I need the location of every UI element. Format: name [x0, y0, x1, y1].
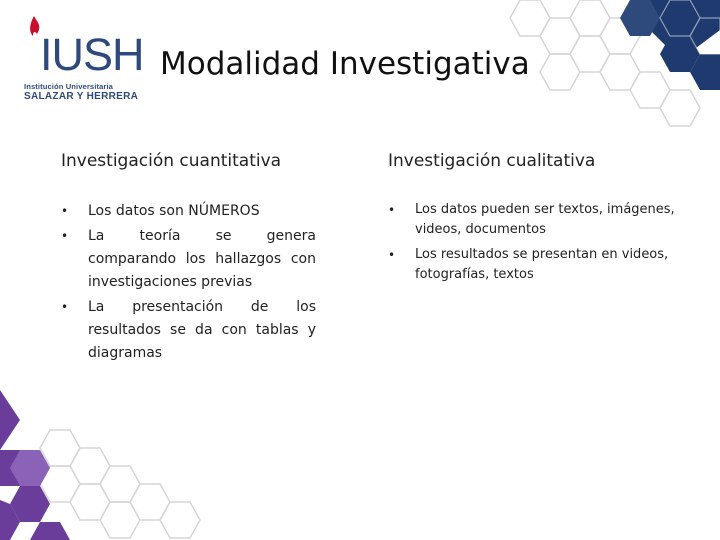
list-item-text: La presentación de los resultados se da con tablas y diagramas [88, 299, 316, 361]
list-item [61, 225, 316, 294]
list-item-text: Los datos pueden ser textos, imágenes, videos, documentos [415, 202, 675, 237]
list-item-text: Los resultados se presentan en videos, fotografías, textos [415, 247, 669, 282]
column-quantitative [61, 150, 316, 365]
list-item [388, 200, 688, 240]
bullet-icon: • [388, 203, 396, 217]
column-qualitative [388, 150, 688, 290]
list-item [61, 200, 316, 223]
hexagon-pattern-bottom-left [0, 390, 230, 540]
bullet-list-qualitative [388, 200, 688, 285]
column-heading-quantitative: Investigación cuantitativa [61, 151, 282, 171]
bullet-icon: • [61, 300, 69, 314]
list-item [388, 245, 688, 285]
bullet-icon: • [61, 229, 69, 243]
logo-subtitle-institution: Institución Universitaria [24, 82, 114, 91]
logo-letters: IUSH [40, 29, 144, 80]
slide-title: Modalidad Investigativa [160, 46, 530, 82]
logo-subtitle-name: SALAZAR Y HERRERA [24, 91, 139, 102]
list-item [61, 296, 316, 365]
bullet-icon: • [388, 248, 396, 262]
iush-logo [24, 14, 146, 102]
bullet-icon: • [61, 204, 69, 218]
bullet-list-quantitative [61, 200, 316, 365]
column-heading-qualitative: Investigación cualitativa [388, 151, 596, 171]
list-item-text: Los datos son NÚMEROS [88, 203, 260, 219]
list-item-text: La teoría se genera comparando los hallazgos con investigaciones previas [88, 228, 316, 290]
